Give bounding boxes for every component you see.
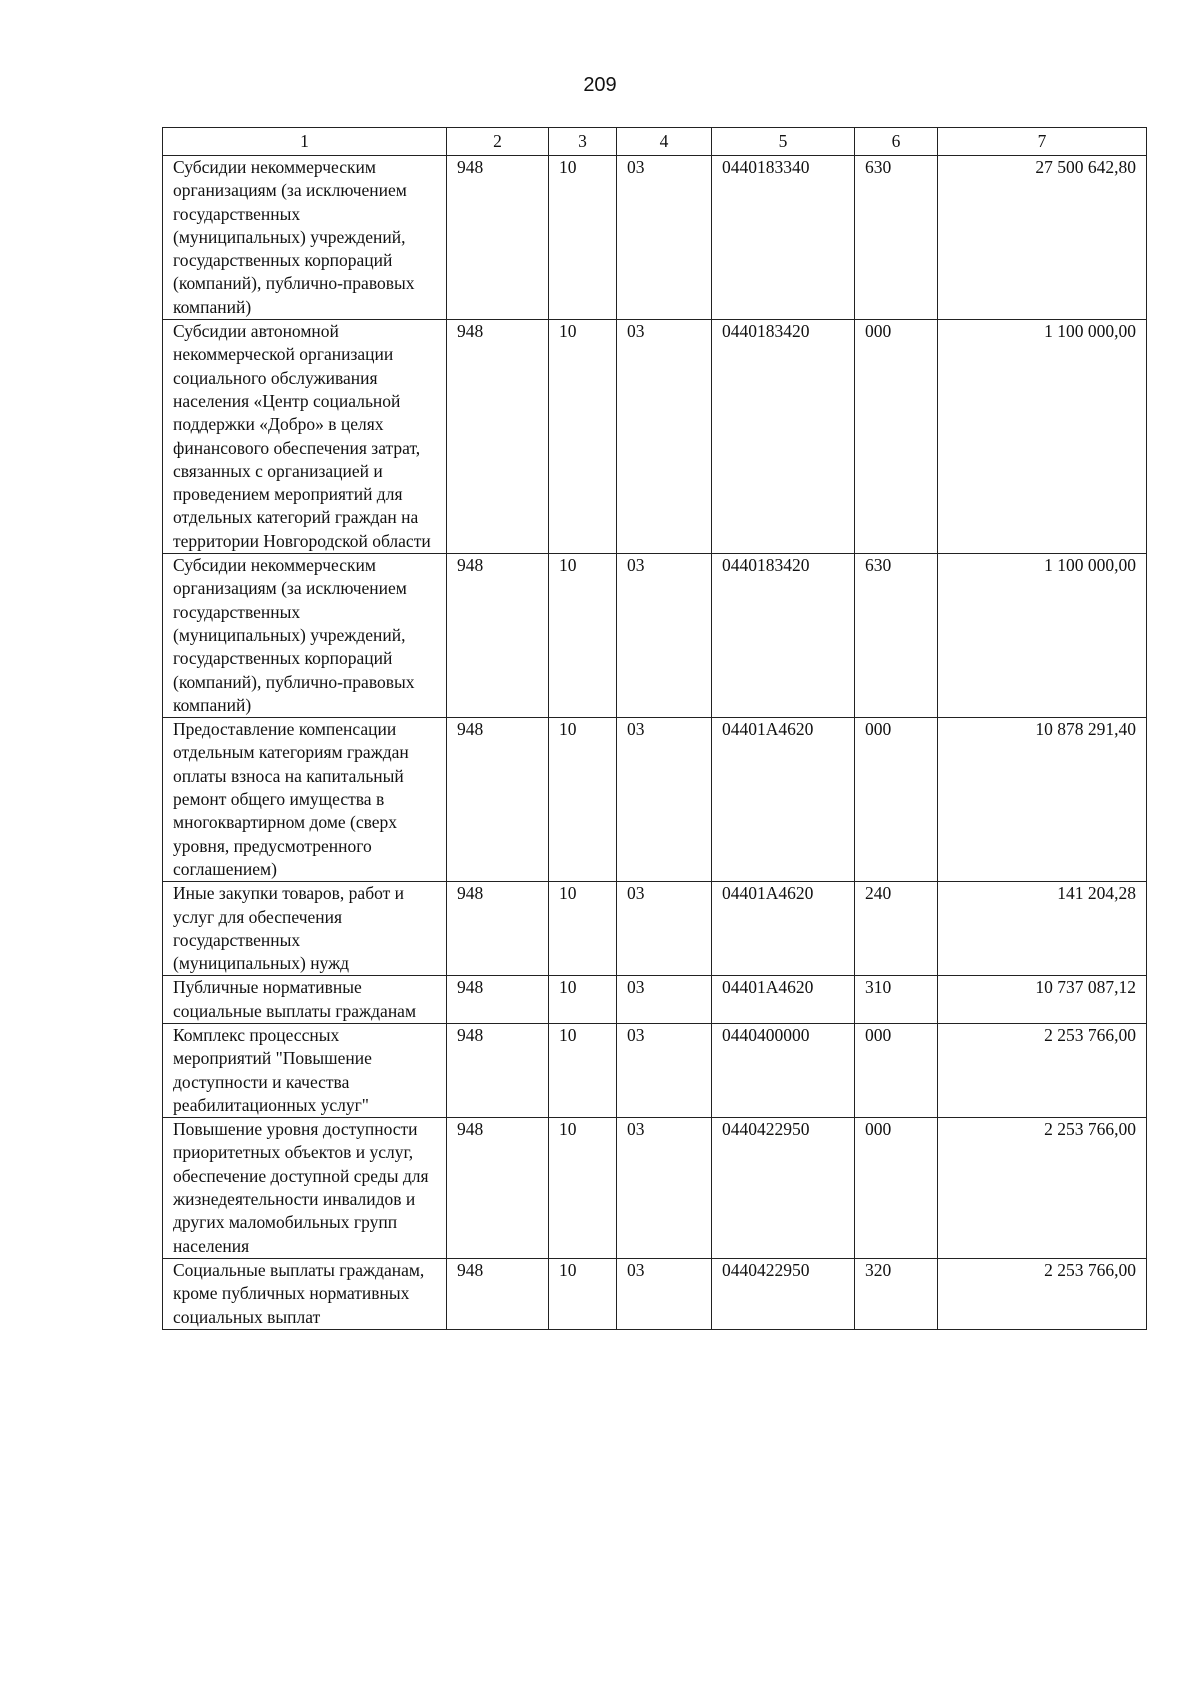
podrazdel-code-cell: 03 <box>617 976 712 1024</box>
expense-name-cell: Публичные нормативные социальные выплаты гражданам <box>163 976 447 1024</box>
podrazdel-code-cell: 03 <box>617 1258 712 1329</box>
glava-code-cell: 948 <box>447 320 549 554</box>
column-header: 5 <box>712 128 855 156</box>
razdel-code-cell: 10 <box>549 882 617 976</box>
razdel-code-cell: 10 <box>549 156 617 320</box>
table-row <box>163 976 1147 1024</box>
table-row <box>163 1258 1147 1329</box>
expense-name-cell: Повышение уровня доступности приоритетных объектов и услуг, обеспечение доступной среды для жизнедеятельности инвалидов и других маломобильных групп населения <box>163 1118 447 1259</box>
expense-type-cell: 000 <box>855 1023 938 1117</box>
table-row <box>163 1023 1147 1117</box>
razdel-code-cell: 10 <box>549 1118 617 1259</box>
amount-cell: 2 253 766,00 <box>938 1118 1147 1259</box>
razdel-code-cell: 10 <box>549 718 617 882</box>
target-article-cell: 0440422950 <box>712 1258 855 1329</box>
podrazdel-code-cell: 03 <box>617 554 712 718</box>
razdel-code-cell: 10 <box>549 320 617 554</box>
amount-cell: 27 500 642,80 <box>938 156 1147 320</box>
glava-code-cell: 948 <box>447 882 549 976</box>
table-row <box>163 554 1147 718</box>
target-article-cell: 04401А4620 <box>712 882 855 976</box>
budget-table <box>162 127 1147 1330</box>
column-header: 1 <box>163 128 447 156</box>
expense-name-cell: Субсидии автономной некоммерческой организации социального обслуживания населения «Центр социальной поддержки «Добро» в целях финансового обеспечения затрат, связанных с организацией и проведением мероприятий для отдельных категорий граждан на территории Новгородской области <box>163 320 447 554</box>
expense-type-cell: 000 <box>855 320 938 554</box>
target-article-cell: 04401А4620 <box>712 976 855 1024</box>
column-header: 2 <box>447 128 549 156</box>
target-article-cell: 0440183420 <box>712 554 855 718</box>
amount-cell: 1 100 000,00 <box>938 320 1147 554</box>
expense-name-cell: Комплекс процессных мероприятий "Повышение доступности и качества реабилитационных услуг" <box>163 1023 447 1117</box>
column-header: 6 <box>855 128 938 156</box>
table-row <box>163 156 1147 320</box>
target-article-cell: 0440422950 <box>712 1118 855 1259</box>
table-row <box>163 718 1147 882</box>
amount-cell: 10 878 291,40 <box>938 718 1147 882</box>
razdel-code-cell: 10 <box>549 554 617 718</box>
expense-name-cell: Иные закупки товаров, работ и услуг для обеспечения государственных (муниципальных) нужд <box>163 882 447 976</box>
glava-code-cell: 948 <box>447 976 549 1024</box>
expense-type-cell: 240 <box>855 882 938 976</box>
expense-name-cell: Предоставление компенсации отдельным категориям граждан оплаты взноса на капитальный ремонт общего имущества в многоквартирном доме (сверх уровня, предусмотренного соглашением) <box>163 718 447 882</box>
podrazdel-code-cell: 03 <box>617 1023 712 1117</box>
podrazdel-code-cell: 03 <box>617 1118 712 1259</box>
podrazdel-code-cell: 03 <box>617 718 712 882</box>
expense-type-cell: 320 <box>855 1258 938 1329</box>
target-article-cell: 04401А4620 <box>712 718 855 882</box>
amount-cell: 10 737 087,12 <box>938 976 1147 1024</box>
glava-code-cell: 948 <box>447 1258 549 1329</box>
column-number-row <box>163 128 1147 156</box>
razdel-code-cell: 10 <box>549 1258 617 1329</box>
glava-code-cell: 948 <box>447 554 549 718</box>
amount-cell: 2 253 766,00 <box>938 1023 1147 1117</box>
expense-name-cell: Субсидии некоммерческим организациям (за исключением государственных (муниципальных) учреждений, государственных корпораций (компаний), публично-правовых компаний) <box>163 554 447 718</box>
razdel-code-cell: 10 <box>549 1023 617 1117</box>
expense-name-cell: Субсидии некоммерческим организациям (за исключением государственных (муниципальных) учреждений, государственных корпораций (компаний), публично-правовых компаний) <box>163 156 447 320</box>
podrazdel-code-cell: 03 <box>617 320 712 554</box>
razdel-code-cell: 10 <box>549 976 617 1024</box>
column-header: 3 <box>549 128 617 156</box>
table-row <box>163 1118 1147 1259</box>
expense-type-cell: 000 <box>855 1118 938 1259</box>
expense-type-cell: 310 <box>855 976 938 1024</box>
expense-type-cell: 000 <box>855 718 938 882</box>
table-row <box>163 320 1147 554</box>
target-article-cell: 0440183340 <box>712 156 855 320</box>
amount-cell: 141 204,28 <box>938 882 1147 976</box>
table-row <box>163 882 1147 976</box>
column-header: 4 <box>617 128 712 156</box>
amount-cell: 1 100 000,00 <box>938 554 1147 718</box>
column-header: 7 <box>938 128 1147 156</box>
podrazdel-code-cell: 03 <box>617 156 712 320</box>
expense-type-cell: 630 <box>855 156 938 320</box>
expense-type-cell: 630 <box>855 554 938 718</box>
glava-code-cell: 948 <box>447 1023 549 1117</box>
podrazdel-code-cell: 03 <box>617 882 712 976</box>
glava-code-cell: 948 <box>447 718 549 882</box>
target-article-cell: 0440400000 <box>712 1023 855 1117</box>
glava-code-cell: 948 <box>447 1118 549 1259</box>
target-article-cell: 0440183420 <box>712 320 855 554</box>
page-number: 209 <box>583 74 617 96</box>
expense-name-cell: Социальные выплаты гражданам, кроме публичных нормативных социальных выплат <box>163 1258 447 1329</box>
glava-code-cell: 948 <box>447 156 549 320</box>
amount-cell: 2 253 766,00 <box>938 1258 1147 1329</box>
